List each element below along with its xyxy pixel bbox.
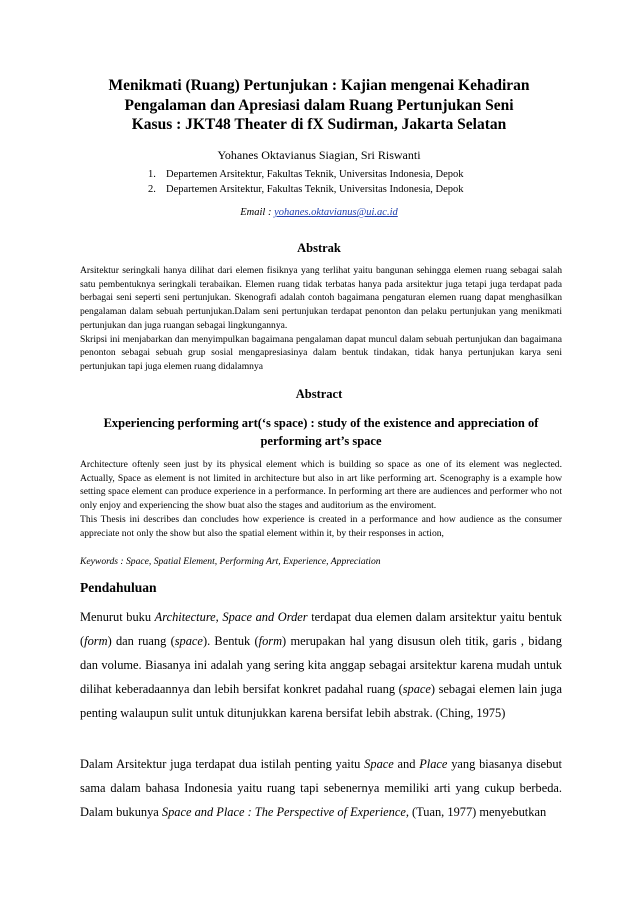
body-paragraph <box>80 605 562 725</box>
affiliation-list <box>148 167 464 197</box>
text-run: ) sebagai elemen lain juga penting walaupun sulit untuk ditunjukkan karena bersifat lebih abstrak. (Ching, 1975) <box>80 682 562 720</box>
affiliation-item <box>148 182 464 197</box>
authors: Yohanes Oktavianus Siagian, Sri Riswanti <box>217 148 421 162</box>
email-line <box>0 207 638 218</box>
term-italic: form <box>258 634 283 648</box>
abstract-title-line: performing art’s space <box>260 434 382 448</box>
book-title: Space and Place : The Perspective of Experience, <box>161 805 409 819</box>
affiliation-number: 2. <box>148 184 156 195</box>
affiliation-number: 1. <box>148 169 156 180</box>
paper-title <box>80 76 558 135</box>
term-italic: space <box>174 634 203 648</box>
text-run: yang biasanya disebut sama dalam bahasa Indonesia yaitu ruang tapi sebenernya memiliki arti yang cukup berbeda. Dalam bukunya <box>80 757 562 819</box>
text-run: (Tuan, 1977) menyebutkan <box>408 805 547 819</box>
paragraph-text <box>80 752 562 824</box>
body-paragraph <box>80 752 562 824</box>
email-link[interactable]: yohanes.oktavianus@ui.ac.id <box>274 207 398 218</box>
keywords: Keywords : Space, Spatial Element, Performing Art, Experience, Appreciation <box>80 556 381 567</box>
abstract-heading: Abstract <box>295 387 343 401</box>
term-italic: Space <box>364 757 394 771</box>
abstract-paragraph: This Thesis ini describes dan concludes how experience is created in a performance and how audience as the consumer appreciate not only the show but also the spatial element within it, by their responses in action, <box>80 513 562 539</box>
text-run: ). Bentuk ( <box>202 634 259 648</box>
text-run: Dalam Arsitektur juga terdapat dua istilah penting yaitu <box>80 757 365 771</box>
text-run: ) dan ruang ( <box>107 634 175 648</box>
section-heading-pendahuluan: Pendahuluan <box>80 580 157 595</box>
abstrak-paragraph: Arsitektur seringkali hanya dilihat dari elemen fisiknya yang terlihat yaitu bangunan sehingga elemen ruang sebagai salah satu pembentuknya seringkali terabaikan. Elemen ruang tidak terbatas hanya pada arsitektur juga tetapi juga terdapat pada berbagai seni seperti seni pertunjukan. Skenografi adalah contoh bagaimana pengaturan elemen ruang dapat menghasilkan pengalaman dalam sebuah pertunjukan.Dalam seni pertunjukan terdapat penonton dan pelaku pertunjukan yang menikmati pertunjukan dan juga ruangan sebagai lingkungannya. <box>80 265 562 331</box>
title-line: Menikmati (Ruang) Pertunjukan : Kajian mengenai Kehadiran <box>108 77 530 94</box>
term-italic: Place <box>419 757 448 771</box>
abstrak-body <box>80 264 562 374</box>
text-run: and <box>393 757 420 771</box>
term-italic: form <box>84 634 108 648</box>
book-title: Architecture, Space and Order <box>154 610 308 624</box>
text-run: ) merupakan hal yang disusun oleh titik, garis , bidang dan volume. Biasanya ini adalah yang sering kita anggap sebagai arsitektur karena mudah untuk dilihat keberadaannya dan lebih bersifat konkret padahal ruang ( <box>80 634 562 696</box>
abstract-title <box>86 414 556 450</box>
text-run: terdapat dua elemen dalam arsitektur yaitu bentuk ( <box>80 610 562 648</box>
term-italic: space <box>402 682 431 696</box>
abstrak-paragraph: Skripsi ini menjabarkan dan menyimpulkan bagaimana pengalaman dapat muncul dalam sebuah pertunjukan dan bagaimana penonton sebagai sebuah grup sosial mengapresiasinya dalam bentuk tindakan, tidak hanya pertunjukan karya seni pertunjukan tapi juga elemen ruang didalamnya <box>80 333 562 372</box>
abstract-body <box>80 458 562 540</box>
email-label: Email : <box>240 207 275 218</box>
title-line: Kasus : JKT48 Theater di fX Sudirman, Jakarta Selatan <box>131 116 507 133</box>
abstract-paragraph: Architecture oftenly seen just by its physical element which is building so space as one of its element was neglected. Actually, Space as element is not limited in architecture but also in art like performing art. Scenography is a example how setting space element can produce experience in a performance. In performing art there are audiences and performer who not only enjoy and experiencing the show buat also the stages and auditorium as the enviroment. <box>80 459 562 512</box>
abstrak-heading: Abstrak <box>297 241 341 255</box>
affiliation-text: Departemen Arsitektur, Fakultas Teknik, Universitas Indonesia, Depok <box>166 169 464 180</box>
text-run: Menurut buku <box>80 610 155 624</box>
affiliation-text: Departemen Arsitektur, Fakultas Teknik, Universitas Indonesia, Depok <box>166 184 464 195</box>
title-line: Pengalaman dan Apresiasi dalam Ruang Pertunjukan Seni <box>124 96 514 114</box>
abstract-title-line: Experiencing performing art(‘s space) : study of the existence and appreciation of <box>103 416 539 430</box>
affiliation-item <box>148 167 464 182</box>
paragraph-text <box>80 605 562 725</box>
